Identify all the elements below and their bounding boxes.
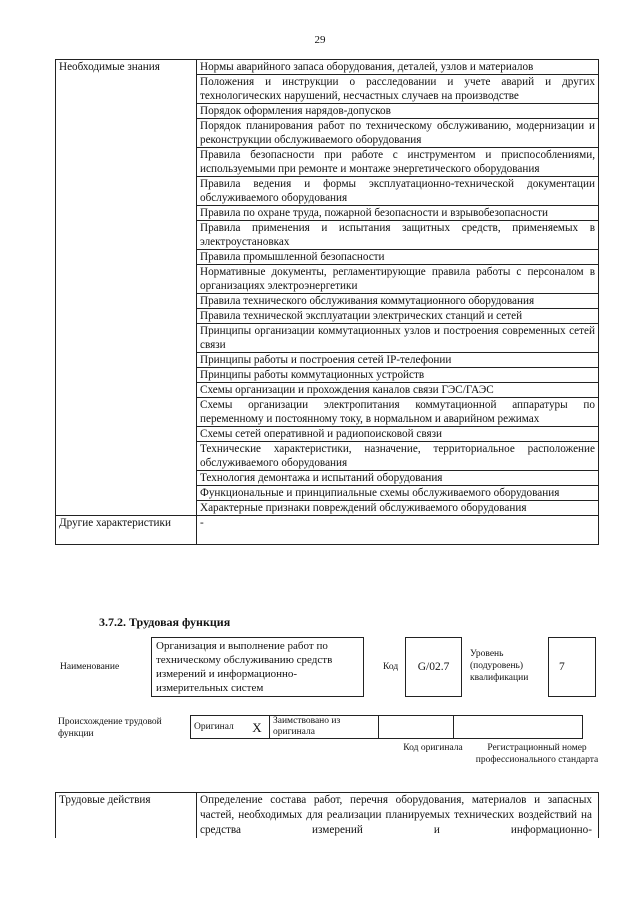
knowledge-item: Технические характеристики, назначение, территориальное расположение обслуживаемого оборудования xyxy=(197,442,599,471)
knowledge-item: Схемы организации электропитания коммутационной аппаратуры по переменному и постоянному току, в нормальном и аварийном режимах xyxy=(197,398,599,427)
original-label: Оригинал xyxy=(191,716,246,739)
knowledge-item: Правила промышленной безопасности xyxy=(197,250,599,265)
knowledge-item: Правила ведения и формы эксплуатационно-технической документации обслуживаемого оборудования xyxy=(197,177,599,206)
knowledge-item: Схемы организации и прохождения каналов связи ГЭС/ГАЭС xyxy=(197,383,599,398)
knowledge-item: Правила по охране труда, пожарной безопасности и взрывобезопасности xyxy=(197,206,599,221)
knowledge-item: Принципы работы и построения сетей IP-телефонии xyxy=(197,353,599,368)
actions-value: Определение состава работ, перечня оборудования, материалов и запасных частей, необходимых для реализации планируемых технических воздействий на средства измерений и информационно- xyxy=(197,793,599,839)
knowledge-item: Принципы организации коммутационных узлов и построения современных сетей связи xyxy=(197,324,599,353)
knowledge-item: Правила применения и испытания защитных средств, применяемых в электроустановках xyxy=(197,221,599,250)
knowledge-item: Порядок планирования работ по техническому обслуживанию, модернизации и реконструкции обслуживаемого оборудования xyxy=(197,119,599,148)
actions-label: Трудовые действия xyxy=(56,793,197,839)
knowledge-item: Характерные признаки повреждений обслуживаемого оборудования xyxy=(197,501,599,516)
other-characteristics-label: Другие характеристики xyxy=(56,516,197,545)
knowledge-item: Правила технического обслуживания коммутационного оборудования xyxy=(197,294,599,309)
level-box: 7 xyxy=(548,637,596,697)
origin-table xyxy=(190,715,583,739)
knowledge-item: Функциональные и принципиальные схемы обслуживаемого оборудования xyxy=(197,486,599,501)
other-characteristics-row xyxy=(56,516,599,545)
origin-code-caption: Код оригинала xyxy=(403,743,463,753)
borrowed-label: Заимствовано из оригинала xyxy=(270,716,379,739)
knowledge-item: Порядок оформления нарядов-допусков xyxy=(197,104,599,119)
section-heading: 3.7.2. Трудовая функция xyxy=(99,615,231,629)
knowledge-item: Технология демонтажа и испытаний оборудования xyxy=(197,471,599,486)
knowledge-row xyxy=(56,60,599,75)
level-label: Уровень (подуровень) квалификации xyxy=(470,649,529,683)
actions-table xyxy=(55,792,599,838)
knowledge-item: Правила технической эксплуатации электрических станций и сетей xyxy=(197,309,599,324)
knowledge-item: Схемы сетей оперативной и радиопоисковой связи xyxy=(197,427,599,442)
function-name-box: Организация и выполнение работ по техническому обслуживанию средств измерений и информационно-измерительных систем xyxy=(151,637,364,697)
page-number: 29 xyxy=(314,34,326,46)
knowledge-label: Необходимые знания xyxy=(56,60,197,516)
origin-label: Происхождение трудовой функции xyxy=(58,717,162,739)
name-label: Наименование xyxy=(60,662,120,672)
knowledge-item: Нормы аварийного запаса оборудования, деталей, узлов и материалов xyxy=(197,60,599,75)
other-characteristics-value: - xyxy=(197,516,599,545)
knowledge-item: Правила безопасности при работе с инструментом и приспособлениями, используемыми при ремонте и монтаже энергетического оборудования xyxy=(197,148,599,177)
code-box: G/02.7 xyxy=(405,637,462,697)
knowledge-item: Нормативные документы, регламентирующие правила работы с персоналом в организациях электроэнергетики xyxy=(197,265,599,294)
code-label: Код xyxy=(383,662,399,672)
reg-number-caption: Регистрационный номер профессионального стандарта xyxy=(475,743,599,765)
reg-number-cell xyxy=(454,716,583,739)
knowledge-item: Положения и инструкции о расследовании и учете аварий и других технологических нарушений, несчастных случаев на производстве xyxy=(197,75,599,104)
knowledge-item: Принципы работы коммутационных устройств xyxy=(197,368,599,383)
original-mark: X xyxy=(245,716,270,739)
origin-code-cell xyxy=(379,716,454,739)
knowledge-table xyxy=(55,59,599,545)
